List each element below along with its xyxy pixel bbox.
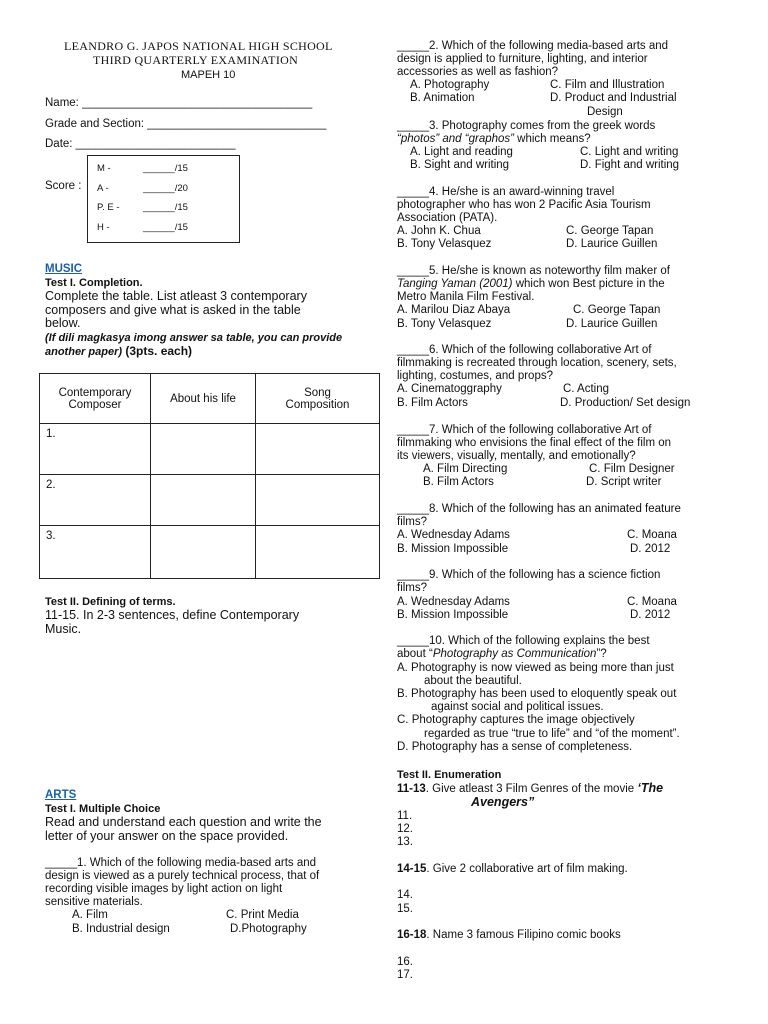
enum-3-number: 16-18: [397, 929, 427, 941]
music-note-line1: (If dili magkasya imong answer sa table, you can provide: [45, 332, 343, 344]
q10-option-c: C. Photography captures the image objectively: [397, 714, 635, 726]
question-5-line: _____5. He/she is known as noteworthy film maker of: [397, 265, 670, 277]
q2-choice-b: B. Animation: [410, 92, 475, 104]
table-cell-number[interactable]: 3.: [40, 526, 151, 579]
question-5-line: Metro Manila Film Festival.: [397, 291, 535, 303]
question-2-line: accessories as well as fashion?: [397, 66, 559, 78]
q4-choice-c: C. George Tapan: [566, 225, 654, 237]
q3-choice-b: B. Sight and writing: [410, 159, 510, 171]
q10-option-c-cont: regarded as true “true to life” and “of the moment”.: [424, 728, 680, 740]
q10-post: ”?: [596, 648, 607, 660]
music-test1-line: composers and give what is asked in the table: [45, 303, 301, 317]
arts-section-title: ARTS: [45, 789, 77, 801]
q8-choice-b: B. Mission Impossible: [397, 543, 509, 555]
question-7-line: _____7. Which of the following collaborative Art of: [397, 424, 652, 436]
answer-blank[interactable]: 12.: [397, 823, 413, 835]
q9-choice-c: C. Moana: [627, 596, 677, 608]
question-3-line: _____3. Photography comes from the greek words: [397, 120, 656, 132]
q3-rest: which means?: [513, 133, 591, 145]
q6-choice-a: A. Cinematoggraphy: [397, 383, 502, 395]
composer-table: [39, 373, 380, 579]
question-4-line: _____4. He/she is an award-winning travel: [397, 186, 615, 198]
date-field: Date: _________________________: [45, 138, 236, 150]
q2-choice-a: A. Photography: [410, 79, 490, 91]
arts-test2-title: Test II. Enumeration: [397, 769, 502, 781]
table-cell-number[interactable]: 1.: [40, 424, 151, 475]
q2-choice-d: D. Product and Industrial: [550, 92, 677, 104]
question-10-line2: [397, 648, 607, 661]
table-header-composer: Contemporary Composer: [40, 374, 151, 424]
table-cell-song[interactable]: [256, 475, 380, 526]
arts-instruction-line: Read and understand each question and write the: [45, 815, 322, 829]
q9-choice-b: B. Mission Impossible: [397, 609, 509, 621]
q3-choice-c: C. Light and writing: [580, 146, 679, 158]
music-section-title: MUSIC: [45, 263, 83, 275]
question-6-line: filmmaking is recreated through location, scenery, sets,: [397, 357, 677, 369]
arts-instruction-line: letter of your answer on the space provided.: [45, 829, 289, 843]
q7-choice-c: C. Film Designer: [589, 463, 675, 475]
question-10-line: _____10. Which of the following explains the best: [397, 635, 650, 647]
question-3-line2: [397, 133, 591, 146]
q9-choice-d: D. 2012: [630, 609, 671, 621]
q10-pre: about “: [397, 648, 433, 660]
q7-choice-a: A. Film Directing: [423, 463, 508, 475]
music-test1-title: Test I. Completion.: [45, 277, 143, 289]
table-cell-about[interactable]: [151, 424, 256, 475]
table-cell-about[interactable]: [151, 526, 256, 579]
question-1-line: design is viewed as a purely technical process, that of: [45, 870, 320, 882]
question-4-line: Association (PATA).: [397, 212, 498, 224]
answer-blank[interactable]: 14.: [397, 889, 413, 901]
question-7-line: its viewers, visually, mentally, and emotionally?: [397, 450, 636, 462]
q6-choice-d: D. Production/ Set design: [560, 397, 691, 409]
answer-blank[interactable]: 13.: [397, 836, 413, 848]
question-1-line: recording visible images by light action on light: [45, 883, 283, 895]
q8-choice-a: A. Wednesday Adams: [397, 529, 510, 541]
table-cell-about[interactable]: [151, 475, 256, 526]
question-7-line: filmmaking who envisions the final effect of the film on: [397, 437, 672, 449]
q10-option-a-cont: about the beautiful.: [424, 675, 522, 687]
q1-choice-a: A. Film: [72, 909, 108, 921]
question-8-line: _____8. Which of the following has an animated feature: [397, 503, 681, 515]
q5-rest: which won Best picture in the: [512, 278, 665, 290]
music-note-points: (3pts. each): [122, 344, 193, 358]
q6-choice-b: B. Film Actors: [397, 397, 468, 409]
q2-choice-c: C. Film and Illustration: [550, 79, 665, 91]
question-5-line2: [397, 278, 665, 291]
music-test1-line: below.: [45, 316, 81, 330]
answer-blank[interactable]: 15.: [397, 903, 413, 915]
q6-choice-c: C. Acting: [563, 383, 610, 395]
music-note-paren: another paper): [45, 346, 123, 358]
exam-title: THIRD QUARTERLY EXAMINATION: [93, 53, 299, 67]
q1-choice-d: D.Photography: [230, 923, 307, 935]
q5-film-title: Tanging Yaman (2001): [397, 278, 513, 290]
enum-1-title-start: ‘The: [637, 781, 664, 795]
q3-quote: “photos” and “graphos”: [397, 133, 514, 145]
question-4-line: photographer who has won 2 Pacific Asia Tourism: [397, 199, 651, 211]
q2-choice-d-cont: Design: [587, 106, 623, 118]
score-label-a: A -: [97, 183, 109, 194]
q1-choice-b: B. Industrial design: [72, 923, 170, 935]
q4-choice-b: B. Tony Velasquez: [397, 238, 492, 250]
music-note-line2: [45, 345, 192, 359]
grade-section-field: Grade and Section: ____________________________: [45, 118, 327, 130]
table-header-about: About his life: [151, 374, 256, 424]
enum-1-prompt: [397, 782, 663, 796]
score-label: Score :: [45, 180, 82, 192]
q1-choice-c: C. Print Media: [226, 909, 299, 921]
enum-3-prompt: [397, 929, 621, 942]
table-cell-song[interactable]: [256, 424, 380, 475]
table-cell-song[interactable]: [256, 526, 380, 579]
answer-blank[interactable]: 11.: [397, 810, 413, 822]
q9-choice-a: A. Wednesday Adams: [397, 596, 510, 608]
q8-choice-c: C. Moana: [627, 529, 677, 541]
q3-choice-d: D. Fight and writing: [580, 159, 680, 171]
table-header-song: Song Composition: [256, 374, 380, 424]
music-test2-title: Test II. Defining of terms.: [45, 596, 176, 608]
score-blank-a: ______/20: [143, 183, 188, 194]
answer-blank[interactable]: 17.: [397, 969, 413, 981]
q10-option-d: D. Photography has a sense of completeness.: [397, 741, 633, 753]
question-2-line: design is applied to furniture, lighting, and interior: [397, 53, 648, 65]
enum-1-title-end: Avengers”: [471, 795, 535, 809]
q4-choice-a: A. John K. Chua: [397, 225, 481, 237]
enum-2-text: . Give 2 collaborative art of film making.: [426, 863, 628, 875]
q4-choice-d: D. Laurice Guillen: [566, 238, 658, 250]
enum-2-prompt: [397, 863, 628, 876]
question-9-line: _____9. Which of the following has a science fiction: [397, 569, 661, 581]
music-test1-line: Complete the table. List atleast 3 contemporary: [45, 289, 307, 303]
enum-3-text: . Name 3 famous Filipino comic books: [426, 929, 621, 941]
question-1-line: sensitive materials.: [45, 896, 143, 908]
name-field: Name: ____________________________________: [45, 97, 313, 109]
question-6-line: _____6. Which of the following collaborative Art of: [397, 344, 652, 356]
q10-option-b-cont: against social and political issues.: [431, 701, 604, 713]
score-label-pe: P. E -: [97, 202, 120, 213]
score-blank-m: ______/15: [143, 163, 188, 174]
q7-choice-d: D. Script writer: [586, 476, 662, 488]
q10-italic: Photography as Communication: [432, 648, 597, 660]
music-test2-line: 11-15. In 2-3 sentences, define Contemporary: [45, 608, 300, 622]
subject-title: MAPEH 10: [181, 69, 236, 81]
enum-2-number: 14-15: [397, 863, 427, 875]
answer-blank[interactable]: 16.: [397, 956, 413, 968]
score-label-m: M -: [97, 163, 111, 174]
q8-choice-d: D. 2012: [630, 543, 671, 555]
enum-1-number: 11-13: [397, 783, 426, 795]
q5-choice-c: C. George Tapan: [573, 304, 661, 316]
q10-option-a: A. Photography is now viewed as being more than just: [397, 662, 674, 674]
score-blank-pe: ______/15: [143, 202, 188, 213]
question-6-line: lighting, costumes, and props?: [397, 370, 553, 382]
question-2-line: _____2. Which of the following media-based arts and: [397, 40, 669, 52]
question-8-line: films?: [397, 516, 428, 528]
table-cell-number[interactable]: 2.: [40, 475, 151, 526]
q5-choice-d: D. Laurice Guillen: [566, 318, 658, 330]
q7-choice-b: B. Film Actors: [423, 476, 494, 488]
score-label-h: H -: [97, 222, 110, 233]
music-test2-line: Music.: [45, 622, 82, 636]
question-9-line: films?: [397, 582, 428, 594]
q10-option-b: B. Photography has been used to eloquently speak out: [397, 688, 677, 700]
q5-choice-a: A. Marilou Diaz Abaya: [397, 304, 511, 316]
school-name: LEANDRO G. JAPOS NATIONAL HIGH SCHOOL: [64, 39, 333, 53]
score-blank-h: ______/15: [143, 222, 188, 233]
arts-test1-title: Test I. Multiple Choice: [45, 803, 161, 815]
q3-choice-a: A. Light and reading: [410, 146, 513, 158]
enum-1-text: . Give atleast 3 Film Genres of the movie: [425, 783, 638, 795]
question-1-line: _____1. Which of the following media-based arts and: [45, 857, 317, 869]
q5-choice-b: B. Tony Velasquez: [397, 318, 492, 330]
